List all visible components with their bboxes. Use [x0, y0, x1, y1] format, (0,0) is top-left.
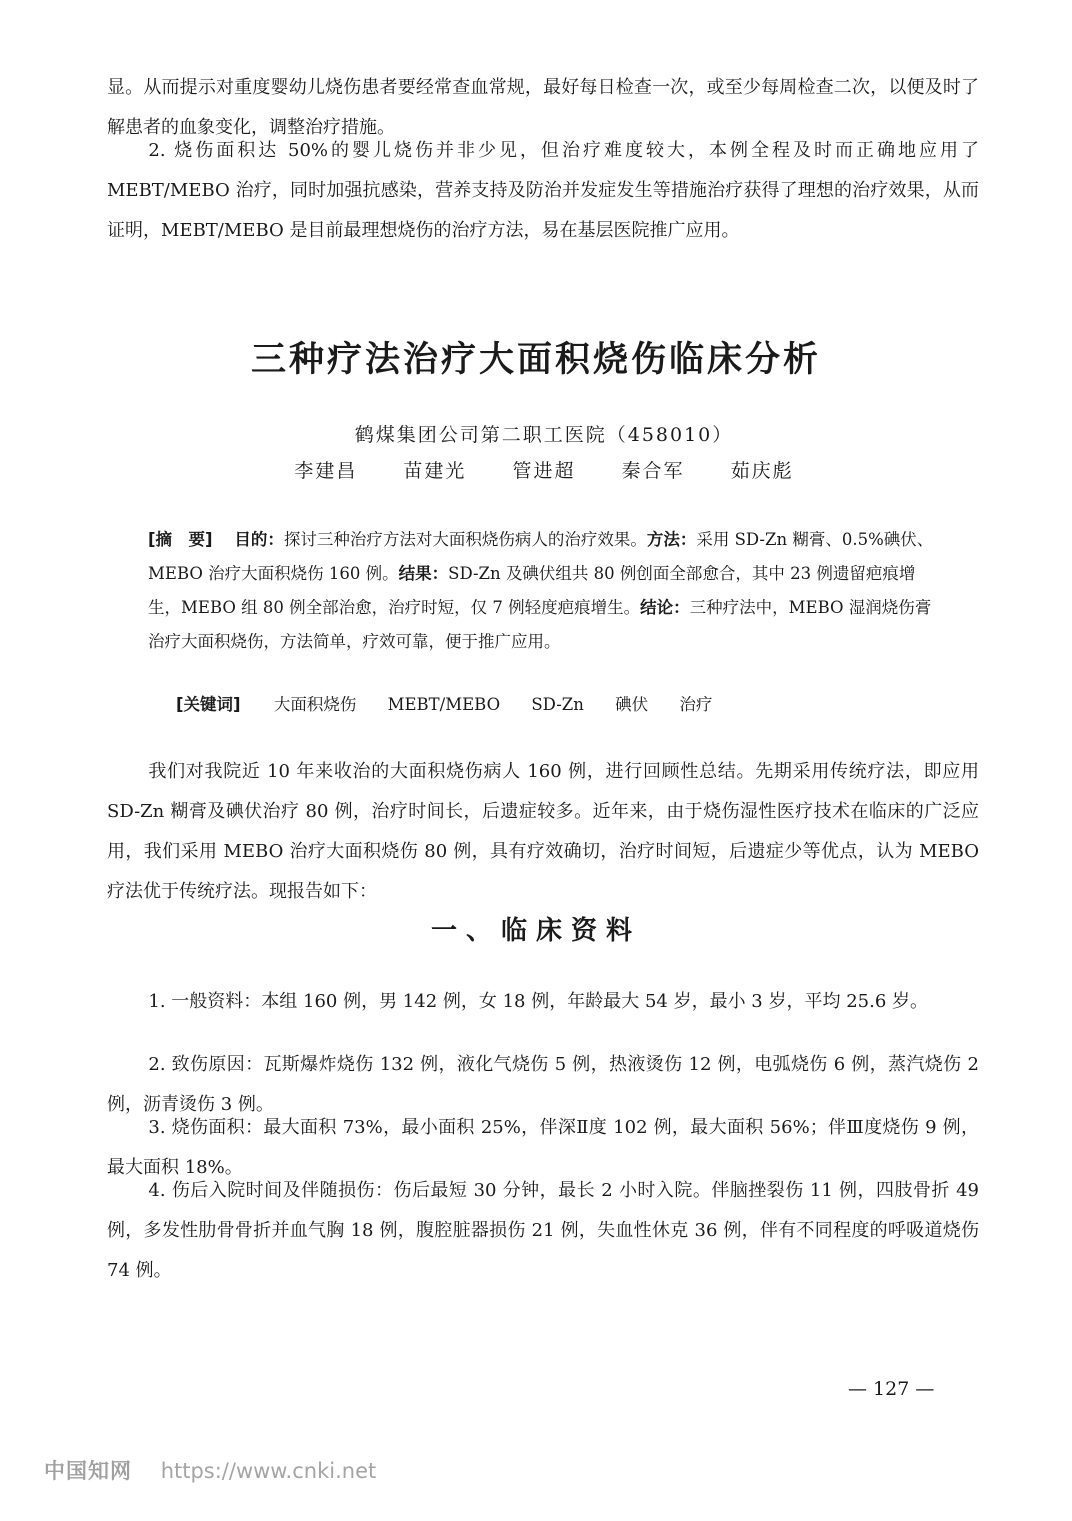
author-name: 茹庆彪: [730, 460, 794, 482]
footer: [44, 1455, 376, 1485]
result-label: 结果：: [398, 564, 449, 583]
result-text: SD-Zn 及碘伏组共 80 例创面全部愈合，其中 23 例遗留疤痕增生，MEBO 组 80 例全部治愈，治疗时短，仅 7 例轻度疤痕增生。: [148, 564, 916, 617]
keywords-label: [关键词]: [176, 695, 241, 714]
continuation-paragraph-1: 显。从而提示对重度婴幼儿烧伤患者要经常查血常规，最好每日检查一次，或至少每周检查二次，以便及时了解患者的血象变化，调整治疗措施。: [107, 77, 979, 138]
purpose-text: 探讨三种治疗方法对大面积烧伤病人的治疗效果。: [283, 530, 647, 549]
section-heading: 一、临床资料: [430, 916, 641, 946]
author-name: 管进超: [512, 460, 576, 482]
conclusion-label: 结论：: [640, 598, 690, 617]
clinical-item-1: 1. 一般资料：本组 160 例，男 142 例，女 18 例，年龄最大 54 岁，最小 3 岁，平均 25.6 岁。: [148, 991, 928, 1012]
author-list: [0, 456, 1072, 483]
keyword: MEBT/MEBO: [387, 695, 501, 714]
abstract-label: [摘 要]: [148, 530, 213, 549]
clinical-item-3: 3. 烧伤面积：最大面积 73%，最小面积 25%，伴深Ⅱ度 102 例，最大面积 56%；伴Ⅲ度烧伤 9 例，最大面积 18%。: [107, 1117, 979, 1178]
clinical-item-4: 4. 伤后入院时间及伴随损伤：伤后最短 30 分钟，最长 2 小时入院。伴脑挫裂伤 11 例，四肢骨折 49 例，多发性肋骨骨折并血气胸 18 例，腹腔脏器损伤 21 例，失血性休克 36 例，伴有不同程度的呼吸道烧伤 74 例。: [107, 1180, 979, 1281]
intro-paragraph: 我们对我院近 10 年来收治的大面积烧伤病人 160 例，进行回顾性总结。先期采用传统疗法，即应用 SD-Zn 糊膏及碘伏治疗 80 例，治疗时间长，后遗症较多。近年来，由于烧伤湿性医疗技术在临床的广泛应用，我们采用 MEBO 治疗大面积烧伤 80 例，具有疗效确切，治疗时间短，后遗症少等优点，认为 MEBO 疗法优于传统疗法。现报告如下：: [107, 761, 979, 902]
keywords: [176, 690, 738, 720]
keyword: 大面积烧伤: [273, 695, 357, 714]
footer-url[interactable]: https://www.cnki.net: [160, 1459, 377, 1483]
author-affiliation: 鹤煤集团公司第二职工医院（458010）: [354, 424, 734, 446]
keyword: 碘伏: [615, 695, 649, 714]
clinical-item-2: 2. 致伤原因：瓦斯爆炸烧伤 132 例，液化气烧伤 5 例，热液烫伤 12 例，电弧烧伤 6 例，蒸汽烧伤 2 例，沥青烫伤 3 例。: [107, 1054, 979, 1115]
author-name: 秦合军: [621, 460, 685, 482]
conclusion-text: 三种疗法中，MEBO 湿润烧伤膏治疗大面积烧伤，方法简单，疗效可靠，便于推广应用。: [148, 598, 932, 651]
purpose-label: 目的：: [234, 530, 284, 549]
abstract: [148, 523, 938, 659]
article-title: 三种疗法治疗大面积烧伤临床分析: [250, 340, 821, 380]
page-number: — 127 —: [848, 1378, 935, 1400]
method-text: 采用 SD-Zn 糊膏、0.5%碘伏、MEBO 治疗大面积烧伤 160 例。: [148, 530, 934, 583]
keyword: 治疗: [679, 695, 713, 714]
continuation-paragraph-2: 2. 烧伤面积达 50%的婴儿烧伤并非少见，但治疗难度较大，本例全程及时而正确地应用了 MEBT/MEBO 治疗，同时加强抗感染，营养支持及防治并发症发生等措施治疗获得了理想的治疗效果，从而证明，MEBT/MEBO 是目前最理想烧伤的治疗方法，易在基层医院推广应用。: [107, 140, 979, 241]
keyword: SD-Zn: [531, 695, 584, 714]
method-label: 方法：: [646, 530, 697, 549]
cnki-logo: 中国知网: [44, 1459, 132, 1483]
author-name: 苗建光: [403, 460, 467, 482]
author-name: 李建昌: [294, 460, 358, 482]
